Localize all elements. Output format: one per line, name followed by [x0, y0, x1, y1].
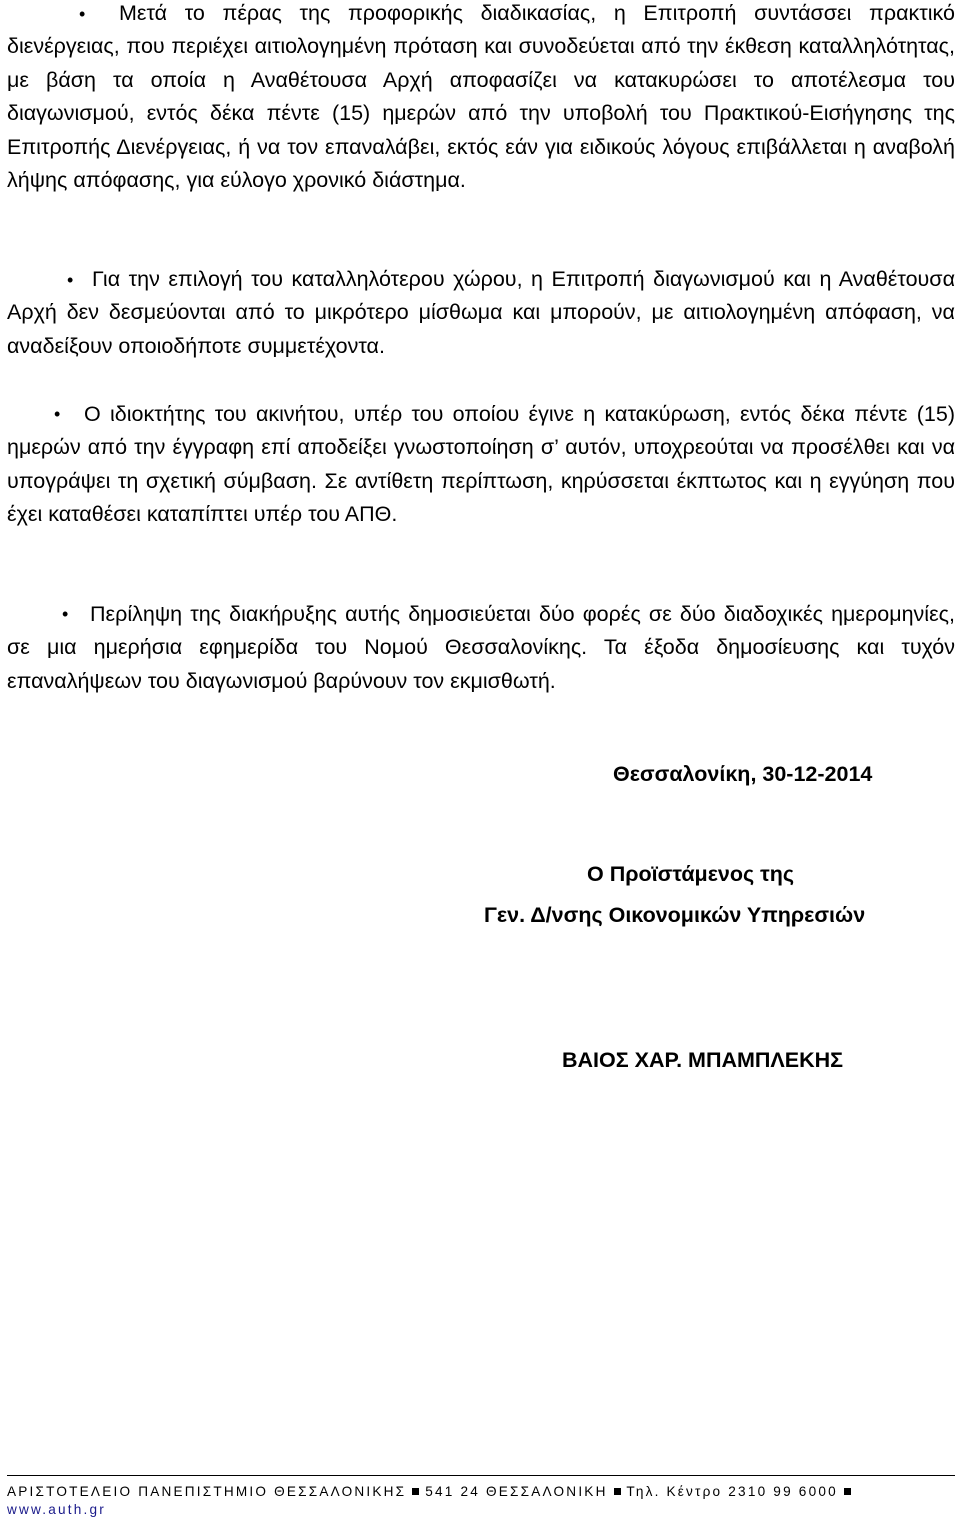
footer-university: ΑΡΙΣΤΟΤΕΛΕΙΟ ΠΑΝΕΠΙΣΤΗΜΙΟ ΘΕΣΣΑΛΟΝΙΚΗΣ — [7, 1484, 407, 1499]
paragraph-selection-criteria: Για την επιλογή του καταλληλότερου χώρου, η Επιτροπή διαγωνισμού και η Αναθέτουσα Αρχή δεν δεσμεύονται από το μικρότερο μίσθωμα και μπορούν, με αιτιολογημένη απόφαση, να αναδείξουν οποιοδήποτε συμμετέχοντα. — [7, 267, 955, 358]
separator-square-icon — [614, 1488, 621, 1495]
paragraph-owner-obligation: Ο ιδιοκτήτης του ακινήτου, υπέρ του οποίου έγινε η κατακύρωση, εντός δέκα πέντε (15) ημερών από την έγγραφη επί αποδείξει γνωστοποίηση σ’ αυτόν, υποχρεούται να προσέλθει και να υπογράψει τη σχετική σύμβαση. Σε αντίθετη περίπτωση, κηρύσσεται έκπτωτος και η εγγύηση που έχει καταθέσει καταπίπτει υπέρ του ΑΠΘ. — [7, 402, 955, 527]
separator-square-icon — [412, 1488, 419, 1495]
place-date: Θεσσαλονίκη, 30-12-2014 — [613, 762, 873, 786]
footer-phone: Τηλ. Κέντρο 2310 99 6000 — [626, 1484, 838, 1499]
footer-postal: 541 24 ΘΕΣΣΑΛΟΝΙΚΗ — [425, 1484, 608, 1499]
footer-address-line — [7, 1484, 851, 1500]
bullet-3: • — [54, 404, 61, 424]
separator-square-icon — [844, 1488, 851, 1495]
paragraph-publication: Περίληψη της διακήρυξης αυτής δημοσιεύεται δύο φορές σε δύο διαδοχικές ημερομηνίες, σε μια ημερήσια εφημερίδα του Νομού Θεσσαλονίκης. Τα έξοδα δημοσίευσης και τυχόν επαναλήψεων του διαγωνισμού βαρύνουν τον εκμισθωτή. — [7, 602, 955, 693]
bullet-1: • — [79, 4, 86, 24]
signatory-role-line-2: Γεν. Δ/νσης Οικονομικών Υπηρεσιών — [484, 903, 866, 927]
footer-divider — [7, 1475, 955, 1476]
signatory-name: ΒΑΙΟΣ ΧΑΡ. ΜΠΑΜΠΛΕΚΗΣ — [562, 1048, 844, 1072]
paragraph-award-procedure: Μετά το πέρας της προφορικής διαδικασίας, η Επιτροπή συντάσσει πρακτικό διενέργειας, που περιέχει αιτιολογημένη πρόταση και συνοδεύεται από την έκθεση καταλληλότητας, με βάση τα οποία η Αναθέτουσα Αρχή αποφασίζει να κατακυρώσει το αποτέλεσμα του διαγωνισμού, εντός δέκα πέντε (15) ημερών από την υποβολή του Πρακτικού-Εισήγησης της Επιτροπής Διενέργειας, ή να τον επαναλάβει, εκτός εάν για ειδικούς λόγους επιβάλλεται η αναβολή λήψης απόφασης, για εύλογο χρονικό διάστημα. — [7, 1, 955, 193]
bullet-4: • — [62, 604, 69, 624]
footer-website-link[interactable]: www.auth.gr — [7, 1502, 106, 1517]
bullet-2: • — [67, 270, 74, 290]
signatory-role-line-1: Ο Προϊστάμενος της — [587, 862, 795, 886]
